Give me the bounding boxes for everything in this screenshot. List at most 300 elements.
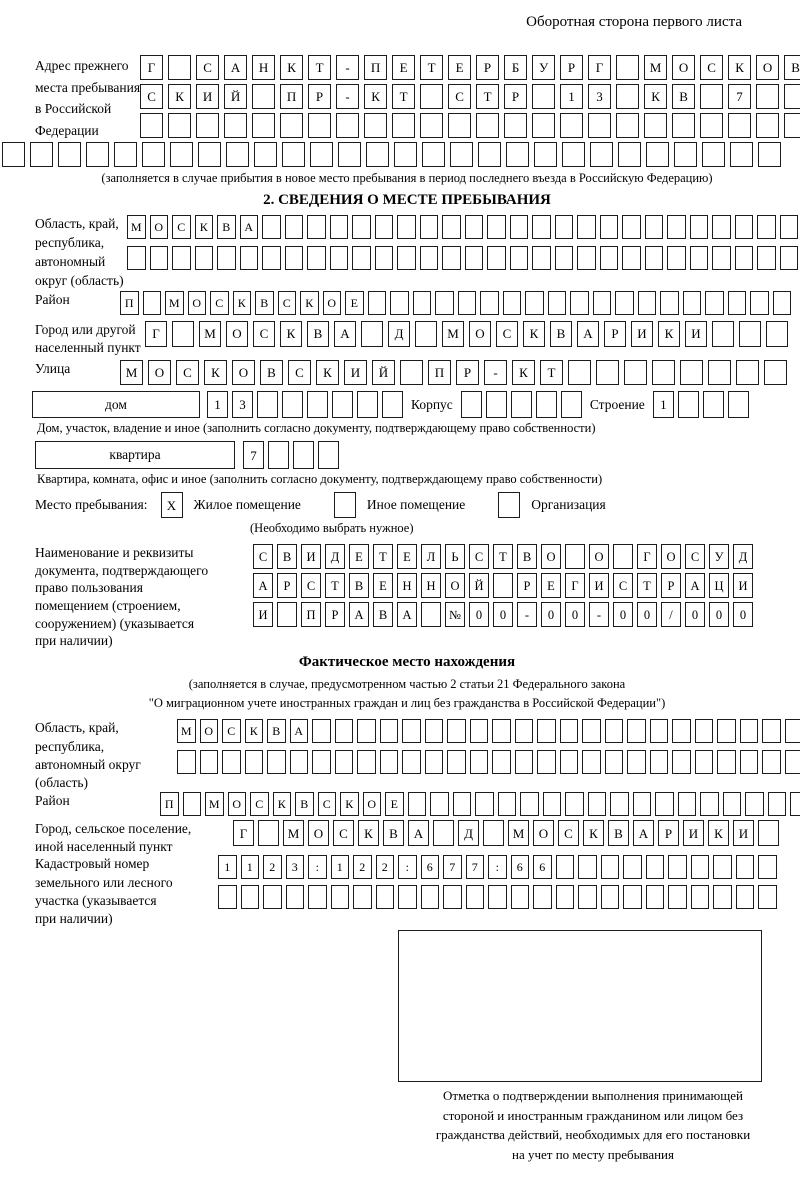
char-cell[interactable]	[596, 360, 619, 385]
char-cell[interactable]	[739, 321, 761, 347]
char-cell[interactable]	[310, 142, 333, 167]
char-cell[interactable]: Е	[349, 544, 369, 569]
char-cell[interactable]: К	[340, 792, 359, 816]
char-cell[interactable]	[756, 113, 779, 138]
char-cell[interactable]: М	[127, 215, 146, 239]
char-cell[interactable]: И	[301, 544, 321, 569]
char-cell[interactable]: 7	[243, 441, 264, 469]
char-cell[interactable]	[375, 215, 394, 239]
char-cell[interactable]: К	[728, 55, 751, 80]
char-cell[interactable]	[252, 113, 275, 138]
char-cell[interactable]	[466, 885, 485, 909]
char-cell[interactable]	[560, 719, 579, 743]
char-cell[interactable]	[577, 215, 596, 239]
char-cell[interactable]: 0	[637, 602, 657, 627]
char-cell[interactable]	[285, 215, 304, 239]
char-cell[interactable]	[352, 215, 371, 239]
char-cell[interactable]	[605, 750, 624, 774]
char-cell[interactable]	[736, 360, 759, 385]
char-cell[interactable]	[667, 246, 686, 270]
char-cell[interactable]	[543, 792, 562, 816]
char-cell[interactable]: 0	[493, 602, 513, 627]
char-cell[interactable]: 0	[613, 602, 633, 627]
char-cell[interactable]	[695, 719, 714, 743]
char-cell[interactable]: 0	[685, 602, 705, 627]
char-cell[interactable]: В	[349, 573, 369, 598]
char-cell[interactable]	[442, 215, 461, 239]
char-cell[interactable]	[728, 391, 749, 418]
char-cell[interactable]	[740, 750, 759, 774]
char-cell[interactable]	[700, 84, 723, 109]
char-cell[interactable]: 0	[469, 602, 489, 627]
char-cell[interactable]: К	[512, 360, 535, 385]
char-cell[interactable]	[705, 291, 724, 315]
char-cell[interactable]	[282, 391, 303, 418]
char-cell[interactable]	[728, 113, 751, 138]
char-cell[interactable]	[582, 750, 601, 774]
char-cell[interactable]: О	[226, 321, 248, 347]
char-cell[interactable]: Л	[421, 544, 441, 569]
char-cell[interactable]	[224, 113, 247, 138]
char-cell[interactable]	[758, 885, 777, 909]
char-cell[interactable]	[425, 750, 444, 774]
char-cell[interactable]: :	[398, 855, 417, 879]
char-cell[interactable]	[613, 544, 633, 569]
char-cell[interactable]	[735, 215, 754, 239]
char-cell[interactable]: С	[333, 820, 354, 846]
char-cell[interactable]	[690, 246, 709, 270]
char-cell[interactable]	[593, 291, 612, 315]
char-cell[interactable]	[773, 291, 792, 315]
char-cell[interactable]: О	[188, 291, 207, 315]
char-cell[interactable]	[633, 792, 652, 816]
char-cell[interactable]	[660, 291, 679, 315]
char-cell[interactable]: В	[608, 820, 629, 846]
char-cell[interactable]: 7	[466, 855, 485, 879]
char-cell[interactable]	[380, 719, 399, 743]
char-cell[interactable]	[402, 719, 421, 743]
char-cell[interactable]	[458, 291, 477, 315]
char-cell[interactable]	[672, 719, 691, 743]
char-cell[interactable]	[183, 792, 202, 816]
char-cell[interactable]	[307, 391, 328, 418]
char-cell[interactable]	[610, 792, 629, 816]
char-cell[interactable]	[757, 215, 776, 239]
char-cell[interactable]	[785, 750, 800, 774]
char-cell[interactable]: Й	[469, 573, 489, 598]
char-cell[interactable]	[756, 84, 779, 109]
char-cell[interactable]	[257, 391, 278, 418]
char-cell[interactable]: О	[150, 215, 169, 239]
char-cell[interactable]	[86, 142, 109, 167]
char-cell[interactable]	[476, 113, 499, 138]
char-cell[interactable]: И	[589, 573, 609, 598]
char-cell[interactable]: 2	[263, 855, 282, 879]
char-cell[interactable]	[375, 246, 394, 270]
char-cell[interactable]	[691, 855, 710, 879]
char-cell[interactable]	[668, 885, 687, 909]
char-cell[interactable]	[525, 291, 544, 315]
char-cell[interactable]	[615, 291, 634, 315]
char-cell[interactable]: О	[200, 719, 219, 743]
char-cell[interactable]: Р	[308, 84, 331, 109]
char-cell[interactable]	[758, 142, 781, 167]
char-cell[interactable]: Е	[385, 792, 404, 816]
char-cell[interactable]	[622, 215, 641, 239]
char-cell[interactable]	[616, 55, 639, 80]
char-cell[interactable]	[605, 719, 624, 743]
char-cell[interactable]	[307, 215, 326, 239]
char-cell[interactable]: Г	[145, 321, 167, 347]
char-cell[interactable]	[262, 215, 281, 239]
char-cell[interactable]	[254, 142, 277, 167]
char-cell[interactable]	[318, 441, 339, 469]
char-cell[interactable]	[400, 360, 423, 385]
char-cell[interactable]: 1	[653, 391, 674, 418]
char-cell[interactable]	[357, 750, 376, 774]
char-cell[interactable]	[415, 321, 437, 347]
char-cell[interactable]	[285, 246, 304, 270]
char-cell[interactable]: У	[709, 544, 729, 569]
char-cell[interactable]	[435, 291, 454, 315]
char-cell[interactable]	[470, 719, 489, 743]
char-cell[interactable]: Р	[456, 360, 479, 385]
char-cell[interactable]: Р	[604, 321, 626, 347]
char-cell[interactable]: Р	[560, 55, 583, 80]
char-cell[interactable]	[764, 360, 787, 385]
char-cell[interactable]: -	[589, 602, 609, 627]
char-cell[interactable]: Т	[325, 573, 345, 598]
char-cell[interactable]: Е	[541, 573, 561, 598]
char-cell[interactable]: И	[196, 84, 219, 109]
char-cell[interactable]	[408, 792, 427, 816]
char-cell[interactable]	[627, 750, 646, 774]
char-cell[interactable]	[486, 391, 507, 418]
char-cell[interactable]: О	[541, 544, 561, 569]
char-cell[interactable]	[442, 246, 461, 270]
char-cell[interactable]	[623, 855, 642, 879]
char-cell[interactable]: К	[245, 719, 264, 743]
char-cell[interactable]	[511, 885, 530, 909]
char-cell[interactable]	[366, 142, 389, 167]
char-cell[interactable]: Ь	[445, 544, 465, 569]
char-cell[interactable]	[357, 719, 376, 743]
char-cell[interactable]	[616, 113, 639, 138]
char-cell[interactable]	[588, 113, 611, 138]
char-cell[interactable]	[616, 84, 639, 109]
char-cell[interactable]: М	[177, 719, 196, 743]
char-cell[interactable]	[562, 142, 585, 167]
char-cell[interactable]	[646, 885, 665, 909]
char-cell[interactable]: В	[550, 321, 572, 347]
char-cell[interactable]: Г	[588, 55, 611, 80]
char-cell[interactable]: М	[283, 820, 304, 846]
char-cell[interactable]: С	[172, 215, 191, 239]
char-cell[interactable]: 7	[443, 855, 462, 879]
char-cell[interactable]	[420, 113, 443, 138]
char-cell[interactable]	[690, 215, 709, 239]
char-cell[interactable]	[723, 792, 742, 816]
char-cell[interactable]	[590, 142, 613, 167]
char-cell[interactable]	[465, 246, 484, 270]
char-cell[interactable]: Е	[397, 544, 417, 569]
char-cell[interactable]	[645, 215, 664, 239]
char-cell[interactable]: Р	[658, 820, 679, 846]
char-cell[interactable]: К	[280, 55, 303, 80]
char-cell[interactable]: Т	[476, 84, 499, 109]
char-cell[interactable]: К	[195, 215, 214, 239]
char-cell[interactable]	[282, 142, 305, 167]
char-cell[interactable]	[245, 750, 264, 774]
char-cell[interactable]	[736, 885, 755, 909]
char-cell[interactable]	[565, 792, 584, 816]
char-cell[interactable]: К	[658, 321, 680, 347]
char-cell[interactable]	[361, 321, 383, 347]
char-cell[interactable]: М	[165, 291, 184, 315]
char-cell[interactable]	[168, 55, 191, 80]
char-cell[interactable]: Т	[493, 544, 513, 569]
char-cell[interactable]	[555, 215, 574, 239]
char-cell[interactable]: М	[205, 792, 224, 816]
char-cell[interactable]	[30, 142, 53, 167]
char-cell[interactable]: А	[240, 215, 259, 239]
char-cell[interactable]	[478, 142, 501, 167]
char-cell[interactable]	[420, 215, 439, 239]
char-cell[interactable]	[537, 750, 556, 774]
char-cell[interactable]	[198, 142, 221, 167]
char-cell[interactable]	[534, 142, 557, 167]
char-cell[interactable]	[433, 820, 454, 846]
char-cell[interactable]: А	[633, 820, 654, 846]
char-cell[interactable]	[127, 246, 146, 270]
char-cell[interactable]	[691, 885, 710, 909]
char-cell[interactable]	[511, 391, 532, 418]
char-cell[interactable]	[114, 142, 137, 167]
char-cell[interactable]	[713, 885, 732, 909]
char-cell[interactable]: 1	[241, 855, 260, 879]
char-cell[interactable]: С	[685, 544, 705, 569]
char-cell[interactable]	[780, 215, 799, 239]
char-cell[interactable]	[376, 885, 395, 909]
char-cell[interactable]: 6	[421, 855, 440, 879]
char-cell[interactable]	[548, 291, 567, 315]
char-cell[interactable]	[700, 792, 719, 816]
char-cell[interactable]	[195, 246, 214, 270]
char-cell[interactable]	[58, 142, 81, 167]
char-cell[interactable]: Р	[476, 55, 499, 80]
char-cell[interactable]	[757, 246, 776, 270]
char-cell[interactable]	[312, 719, 331, 743]
char-cell[interactable]	[420, 84, 443, 109]
char-cell[interactable]: Р	[661, 573, 681, 598]
char-cell[interactable]	[307, 246, 326, 270]
char-cell[interactable]: Р	[325, 602, 345, 627]
char-cell[interactable]	[448, 113, 471, 138]
char-cell[interactable]: 3	[232, 391, 253, 418]
char-cell[interactable]	[425, 719, 444, 743]
char-cell[interactable]: Г	[565, 573, 585, 598]
char-cell[interactable]	[488, 885, 507, 909]
char-cell[interactable]	[168, 113, 191, 138]
char-cell[interactable]: К	[708, 820, 729, 846]
char-cell[interactable]: Т	[392, 84, 415, 109]
char-cell[interactable]	[700, 113, 723, 138]
char-cell[interactable]	[330, 215, 349, 239]
char-cell[interactable]	[532, 84, 555, 109]
char-cell[interactable]: Т	[373, 544, 393, 569]
char-cell[interactable]: А	[408, 820, 429, 846]
char-cell[interactable]: А	[577, 321, 599, 347]
checkbox-organizatsiya[interactable]	[498, 492, 520, 518]
char-cell[interactable]	[397, 246, 416, 270]
char-cell[interactable]: Д	[388, 321, 410, 347]
char-cell[interactable]	[498, 792, 517, 816]
char-cell[interactable]: К	[583, 820, 604, 846]
char-cell[interactable]: О	[308, 820, 329, 846]
char-cell[interactable]	[308, 885, 327, 909]
char-cell[interactable]	[532, 215, 551, 239]
char-cell[interactable]	[556, 855, 575, 879]
char-cell[interactable]: О	[672, 55, 695, 80]
char-cell[interactable]	[492, 750, 511, 774]
char-cell[interactable]	[624, 360, 647, 385]
char-cell[interactable]	[177, 750, 196, 774]
char-cell[interactable]	[218, 885, 237, 909]
char-cell[interactable]	[762, 719, 781, 743]
char-cell[interactable]: Б	[504, 55, 527, 80]
char-cell[interactable]: Й	[372, 360, 395, 385]
char-cell[interactable]	[730, 142, 753, 167]
char-cell[interactable]: В	[672, 84, 695, 109]
char-cell[interactable]: 2	[353, 855, 372, 879]
char-cell[interactable]	[650, 719, 669, 743]
char-cell[interactable]	[750, 291, 769, 315]
char-cell[interactable]: 1	[218, 855, 237, 879]
char-cell[interactable]	[652, 360, 675, 385]
char-cell[interactable]	[672, 750, 691, 774]
char-cell[interactable]: Н	[252, 55, 275, 80]
char-cell[interactable]	[758, 820, 779, 846]
char-cell[interactable]	[555, 246, 574, 270]
char-cell[interactable]: Т	[420, 55, 443, 80]
char-cell[interactable]: К	[364, 84, 387, 109]
char-cell[interactable]: /	[661, 602, 681, 627]
char-cell[interactable]	[503, 291, 522, 315]
char-cell[interactable]	[780, 246, 799, 270]
char-cell[interactable]: К	[358, 820, 379, 846]
char-cell[interactable]	[532, 113, 555, 138]
char-cell[interactable]: К	[644, 84, 667, 109]
char-cell[interactable]	[335, 719, 354, 743]
char-cell[interactable]	[368, 291, 387, 315]
char-cell[interactable]	[336, 113, 359, 138]
char-cell[interactable]: Д	[733, 544, 753, 569]
char-cell[interactable]	[353, 885, 372, 909]
char-cell[interactable]: П	[280, 84, 303, 109]
char-cell[interactable]	[222, 750, 241, 774]
char-cell[interactable]: Т	[308, 55, 331, 80]
char-cell[interactable]	[487, 246, 506, 270]
char-cell[interactable]: 0	[733, 602, 753, 627]
char-cell[interactable]: А	[253, 573, 273, 598]
char-cell[interactable]	[422, 142, 445, 167]
char-cell[interactable]: К	[204, 360, 227, 385]
char-cell[interactable]: С	[301, 573, 321, 598]
char-cell[interactable]: С	[496, 321, 518, 347]
char-cell[interactable]: Ц	[709, 573, 729, 598]
char-cell[interactable]	[331, 885, 350, 909]
char-cell[interactable]: 1	[331, 855, 350, 879]
char-cell[interactable]: А	[397, 602, 417, 627]
char-cell[interactable]	[421, 885, 440, 909]
char-cell[interactable]: 0	[709, 602, 729, 627]
char-cell[interactable]	[561, 391, 582, 418]
char-cell[interactable]: А	[334, 321, 356, 347]
char-cell[interactable]	[650, 750, 669, 774]
char-cell[interactable]: П	[428, 360, 451, 385]
char-cell[interactable]	[461, 391, 482, 418]
char-cell[interactable]	[533, 885, 552, 909]
char-cell[interactable]: О	[756, 55, 779, 80]
char-cell[interactable]	[335, 750, 354, 774]
char-cell[interactable]: А	[224, 55, 247, 80]
char-cell[interactable]	[556, 885, 575, 909]
char-cell[interactable]	[678, 792, 697, 816]
char-cell[interactable]	[290, 750, 309, 774]
char-cell[interactable]	[713, 855, 732, 879]
char-cell[interactable]	[578, 855, 597, 879]
char-cell[interactable]	[421, 602, 441, 627]
char-cell[interactable]: 6	[511, 855, 530, 879]
char-cell[interactable]	[226, 142, 249, 167]
char-cell[interactable]	[450, 142, 473, 167]
char-cell[interactable]	[560, 113, 583, 138]
char-cell[interactable]	[447, 750, 466, 774]
char-cell[interactable]: О	[661, 544, 681, 569]
char-cell[interactable]: К	[523, 321, 545, 347]
char-cell[interactable]: С	[250, 792, 269, 816]
char-cell[interactable]: С	[448, 84, 471, 109]
char-cell[interactable]	[560, 750, 579, 774]
char-cell[interactable]: 0	[541, 602, 561, 627]
char-cell[interactable]	[740, 719, 759, 743]
char-cell[interactable]: 7	[728, 84, 751, 109]
char-cell[interactable]: П	[120, 291, 139, 315]
char-cell[interactable]: И	[253, 602, 273, 627]
char-cell[interactable]: Н	[421, 573, 441, 598]
char-cell[interactable]: Е	[448, 55, 471, 80]
char-cell[interactable]	[443, 885, 462, 909]
char-cell[interactable]	[140, 113, 163, 138]
char-cell[interactable]: -	[517, 602, 537, 627]
char-cell[interactable]: С	[288, 360, 311, 385]
char-cell[interactable]: С	[253, 544, 273, 569]
char-cell[interactable]	[532, 246, 551, 270]
char-cell[interactable]	[678, 391, 699, 418]
char-cell[interactable]: Г	[140, 55, 163, 80]
char-cell[interactable]: У	[532, 55, 555, 80]
char-cell[interactable]	[674, 142, 697, 167]
char-cell[interactable]	[308, 113, 331, 138]
char-cell[interactable]: 2	[376, 855, 395, 879]
char-cell[interactable]: Р	[517, 573, 537, 598]
char-cell[interactable]	[745, 792, 764, 816]
char-cell[interactable]	[150, 246, 169, 270]
char-cell[interactable]: Т	[637, 573, 657, 598]
char-cell[interactable]: К	[233, 291, 252, 315]
char-cell[interactable]: Е	[345, 291, 364, 315]
char-cell[interactable]	[627, 719, 646, 743]
